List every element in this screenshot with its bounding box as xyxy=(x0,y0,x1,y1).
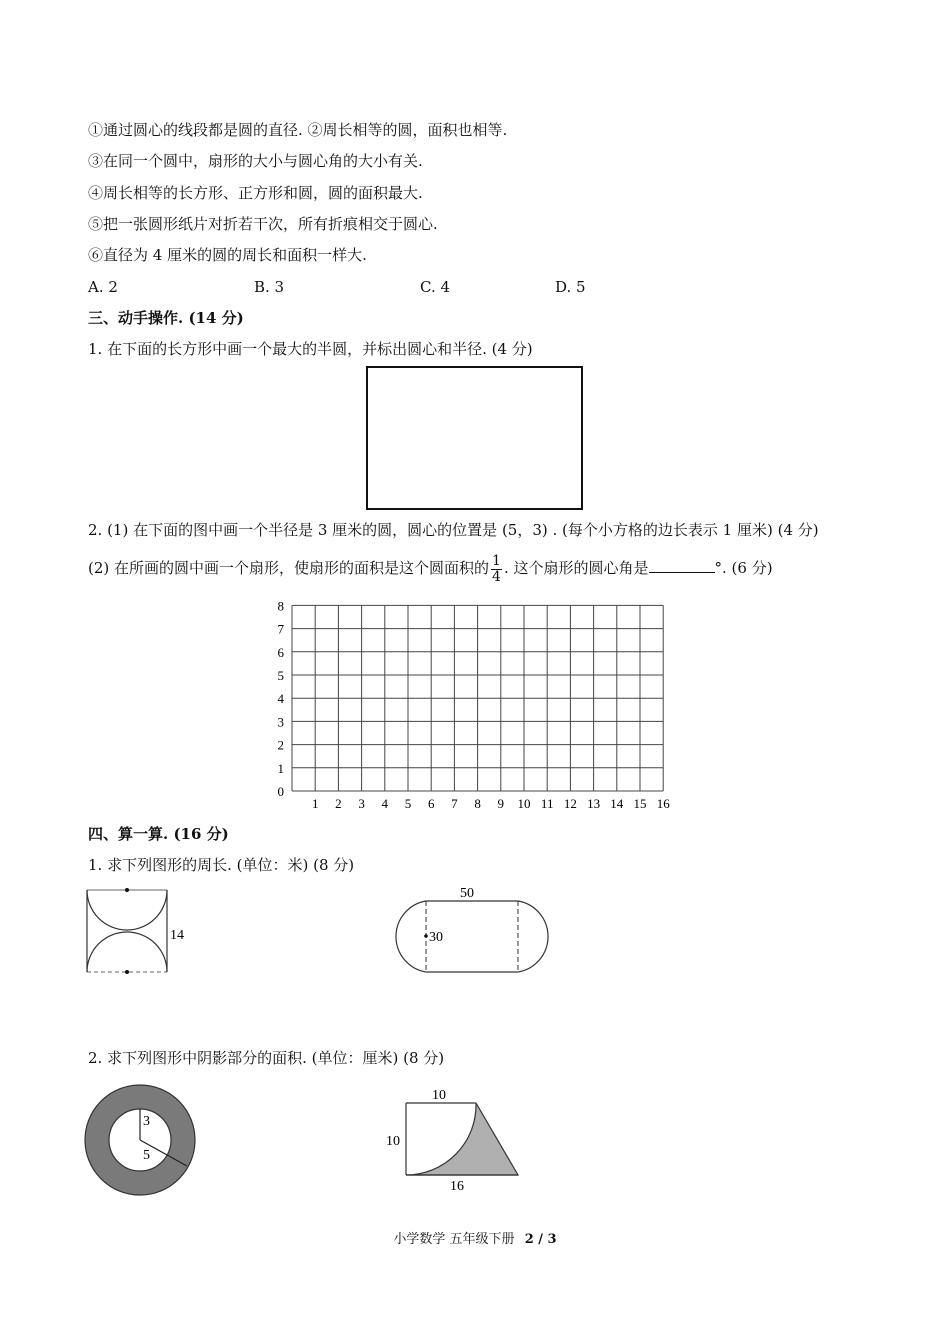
section4-title: 四、算一算. (16 分) xyxy=(88,825,229,843)
option-a: A. 2 xyxy=(88,278,118,296)
x-tick-label: 6 xyxy=(427,796,435,811)
x-tick-label: 10 xyxy=(517,796,531,811)
x-tick-label: 2 xyxy=(335,796,342,811)
page-footer xyxy=(0,1228,950,1247)
figure-stadium xyxy=(380,880,565,980)
x-tick-label: 15 xyxy=(633,796,647,811)
statement-1: ①通过圆心的线段都是圆的直径. ②周长相等的圆，面积也相等. xyxy=(88,121,508,139)
section4-q2: 2. 求下列图形中阴影部分的面积. (单位：厘米) (8 分) xyxy=(88,1049,445,1067)
x-tick-label: 11 xyxy=(540,796,554,811)
option-c: C. 4 xyxy=(420,278,451,296)
empty-rectangle xyxy=(365,365,585,512)
coordinate-grid xyxy=(270,598,675,813)
footer-page: 2 / 3 xyxy=(524,1232,557,1247)
y-tick-label: 1 xyxy=(277,760,284,776)
answer-blank[interactable] xyxy=(649,558,715,573)
x-tick-label: 12 xyxy=(563,796,577,811)
fraction-denominator: 4 xyxy=(492,568,501,585)
trap-top-label: 10 xyxy=(432,1088,446,1103)
y-tick-label: 4 xyxy=(277,691,284,707)
fig2-width-label: 30 xyxy=(429,930,443,945)
statement-6: ⑥直径为 4 厘米的圆的周长和面积一样大. xyxy=(88,246,367,264)
x-tick-label: 8 xyxy=(474,796,481,811)
option-d: D. 5 xyxy=(555,278,586,296)
fraction-numerator: 1 xyxy=(492,552,501,569)
y-tick-label: 6 xyxy=(277,644,284,660)
figure-ring xyxy=(82,1082,202,1202)
trap-left-label: 10 xyxy=(386,1134,400,1149)
footer-subject: 小学数学 五年级下册 xyxy=(393,1232,515,1247)
fig2-length-label: 50 xyxy=(460,886,474,901)
q2-2-tail: °. (6 分) xyxy=(714,559,773,577)
y-tick-label: 7 xyxy=(277,621,284,637)
x-tick-label: 16 xyxy=(656,796,670,811)
ring-inner-radius: 3 xyxy=(143,1114,150,1129)
origin-label: 0 xyxy=(277,784,284,799)
section3-q2-1: 2. (1) 在下面的图中画一个半径是 3 厘米的圆，圆心的位置是 (5，3) . (每个小方格的边长表示 1 厘米) (4 分) xyxy=(88,521,819,539)
section3-q1: 1. 在下面的长方形中画一个最大的半圆，并标出圆心和半径. (4 分) xyxy=(88,340,533,358)
statement-4: ④周长相等的长方形、正方形和圆，圆的面积最大. xyxy=(88,184,423,202)
x-tick-label: 1 xyxy=(311,796,319,811)
x-tick-label: 9 xyxy=(497,796,505,811)
fraction-quarter xyxy=(491,554,502,585)
section3-title: 三、动手操作. (14 分) xyxy=(88,309,244,327)
q2-2-text-2: . 这个扇形的圆心角是 xyxy=(503,559,649,577)
x-tick-label: 7 xyxy=(451,796,458,811)
statement-5: ⑤把一张圆形纸片对折若干次，所有折痕相交于圆心. xyxy=(88,215,438,233)
y-tick-label: 5 xyxy=(277,668,284,683)
x-tick-label: 13 xyxy=(587,796,601,811)
ring-outer-radius: 5 xyxy=(143,1148,150,1163)
q2-2-text: (2) 在所画的圆中画一个扇形，使扇形的面积是这个圆面积的 xyxy=(88,559,490,577)
y-tick-label: 3 xyxy=(277,714,284,730)
y-tick-label: 2 xyxy=(277,737,284,753)
section4-q1: 1. 求下列图形的周长. (单位：米) (8 分) xyxy=(88,856,355,874)
option-b: B. 3 xyxy=(254,278,285,296)
x-tick-label: 5 xyxy=(404,796,412,811)
x-tick-label: 4 xyxy=(381,796,389,811)
y-tick-label: 8 xyxy=(277,598,284,614)
figure-trapezoid xyxy=(380,1082,530,1197)
trap-bottom-label: 16 xyxy=(450,1179,464,1194)
statement-3: ③在同一个圆中，扇形的大小与圆心角的大小有关. xyxy=(88,152,423,170)
x-tick-label: 14 xyxy=(610,796,624,811)
section3-q2-2 xyxy=(88,550,773,586)
x-tick-label: 3 xyxy=(358,796,365,811)
figure-semicircles xyxy=(80,885,200,980)
fig1-side-label: 14 xyxy=(170,928,184,943)
